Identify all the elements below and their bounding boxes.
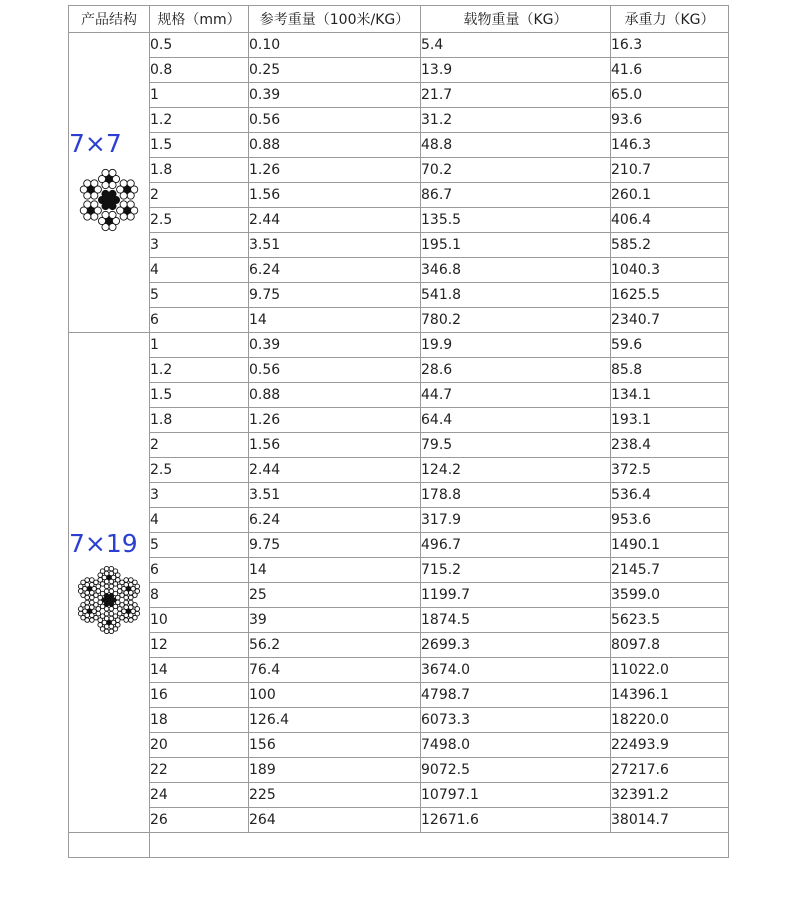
weight-cell: 14 <box>249 558 421 583</box>
load-cell: 13.9 <box>421 58 611 83</box>
rope-wire <box>135 607 140 612</box>
size-cell: 2.5 <box>150 208 249 233</box>
weight-cell: 2.44 <box>249 458 421 483</box>
table-row <box>69 783 729 808</box>
weight-cell: 1.56 <box>249 433 421 458</box>
rope-wire <box>124 578 129 583</box>
rope-wire <box>109 181 116 188</box>
weight-cell: 3.51 <box>249 483 421 508</box>
load-cell: 79.5 <box>421 433 611 458</box>
size-cell: 6 <box>150 308 249 333</box>
table-row <box>69 183 729 208</box>
load-cell: 64.4 <box>421 408 611 433</box>
weight-cell: 1.26 <box>249 158 421 183</box>
load-cell: 4798.7 <box>421 683 611 708</box>
size-cell: 2.5 <box>150 458 249 483</box>
breaking-cell: 2145.7 <box>611 558 729 583</box>
breaking-cell: 953.6 <box>611 508 729 533</box>
rope-wire <box>109 202 116 209</box>
weight-cell: 0.39 <box>249 333 421 358</box>
weight-cell: 14 <box>249 308 421 333</box>
weight-cell: 189 <box>249 758 421 783</box>
size-cell: 18 <box>150 708 249 733</box>
empty-cell <box>150 833 729 858</box>
breaking-cell: 41.6 <box>611 58 729 83</box>
breaking-cell: 238.4 <box>611 433 729 458</box>
size-cell: 24 <box>150 783 249 808</box>
breaking-cell: 134.1 <box>611 383 729 408</box>
size-cell: 2 <box>150 433 249 458</box>
rope-wire <box>96 584 101 589</box>
table-row <box>69 158 729 183</box>
load-cell: 1199.7 <box>421 583 611 608</box>
table-row <box>69 208 729 233</box>
rope-wire <box>127 201 134 208</box>
table-row <box>69 333 729 358</box>
table-row <box>69 758 729 783</box>
rope-wire <box>127 180 134 187</box>
breaking-cell: 5623.5 <box>611 608 729 633</box>
breaking-cell: 1625.5 <box>611 283 729 308</box>
load-cell: 715.2 <box>421 558 611 583</box>
breaking-cell: 27217.6 <box>611 758 729 783</box>
header-size: 规格（mm） <box>150 6 249 33</box>
header-weight: 参考重量（100米/KG） <box>249 6 421 33</box>
rope-wire <box>109 169 116 176</box>
load-cell: 3674.0 <box>421 658 611 683</box>
load-cell: 44.7 <box>421 383 611 408</box>
size-cell: 12 <box>150 633 249 658</box>
load-cell: 21.7 <box>421 83 611 108</box>
table-row <box>69 408 729 433</box>
table-row <box>69 33 729 58</box>
rope-wire <box>120 201 127 208</box>
load-cell: 124.2 <box>421 458 611 483</box>
load-cell: 12671.6 <box>421 808 611 833</box>
size-cell: 8 <box>150 583 249 608</box>
structure-cell <box>69 333 150 833</box>
breaking-cell: 193.1 <box>611 408 729 433</box>
breaking-cell: 1040.3 <box>611 258 729 283</box>
breaking-cell: 3599.0 <box>611 583 729 608</box>
breaking-cell: 260.1 <box>611 183 729 208</box>
size-cell: 1.5 <box>150 133 249 158</box>
load-cell: 346.8 <box>421 258 611 283</box>
size-cell: 3 <box>150 233 249 258</box>
breaking-cell: 210.7 <box>611 158 729 183</box>
rope-wire <box>117 589 122 594</box>
size-cell: 3 <box>150 483 249 508</box>
load-cell: 86.7 <box>421 183 611 208</box>
load-cell: 70.2 <box>421 158 611 183</box>
rope-wire <box>127 192 134 199</box>
table-row <box>69 308 729 333</box>
table-row <box>69 433 729 458</box>
rope-wire <box>109 606 114 611</box>
rope-wire <box>98 578 103 583</box>
table-row <box>69 583 729 608</box>
rope-wire <box>120 180 127 187</box>
rope-wire <box>102 211 109 218</box>
weight-cell: 0.10 <box>249 33 421 58</box>
table-row <box>69 508 729 533</box>
rope-wire <box>78 611 83 616</box>
rope-wire <box>109 190 116 197</box>
header-row <box>69 6 729 33</box>
rope-wire <box>109 211 116 218</box>
load-cell: 5.4 <box>421 33 611 58</box>
load-cell: 178.8 <box>421 483 611 508</box>
size-cell: 1.2 <box>150 358 249 383</box>
size-cell: 2 <box>150 183 249 208</box>
table-row <box>69 108 729 133</box>
table-row <box>69 233 729 258</box>
weight-cell: 126.4 <box>249 708 421 733</box>
breaking-cell: 1490.1 <box>611 533 729 558</box>
load-cell: 28.6 <box>421 358 611 383</box>
weight-cell: 6.24 <box>249 258 421 283</box>
size-cell: 26 <box>150 808 249 833</box>
size-cell: 1 <box>150 83 249 108</box>
table-row <box>69 283 729 308</box>
table-row <box>69 58 729 83</box>
rope-wire <box>115 618 120 623</box>
rope-wire <box>127 213 134 220</box>
load-cell: 6073.3 <box>421 708 611 733</box>
breaking-cell: 536.4 <box>611 483 729 508</box>
table-row <box>69 458 729 483</box>
weight-cell: 56.2 <box>249 633 421 658</box>
weight-cell: 9.75 <box>249 283 421 308</box>
rope-wire <box>85 578 90 583</box>
rope-wire <box>98 600 103 605</box>
rope-wire <box>135 584 140 589</box>
breaking-cell: 65.0 <box>611 83 729 108</box>
weight-cell: 225 <box>249 783 421 808</box>
weight-cell: 6.24 <box>249 508 421 533</box>
rope-wire <box>104 611 109 616</box>
table-row <box>69 608 729 633</box>
size-cell: 1.2 <box>150 108 249 133</box>
breaking-cell: 59.6 <box>611 333 729 358</box>
weight-cell: 156 <box>249 733 421 758</box>
breaking-cell: 14396.1 <box>611 683 729 708</box>
table-row <box>69 683 729 708</box>
size-cell: 4 <box>150 258 249 283</box>
load-cell: 135.5 <box>421 208 611 233</box>
rope-wire <box>115 573 120 578</box>
structure-cell <box>69 33 150 333</box>
rope-wire <box>124 600 129 605</box>
breaking-cell: 22493.9 <box>611 733 729 758</box>
rope-wire <box>129 618 134 623</box>
size-cell: 0.8 <box>150 58 249 83</box>
weight-cell: 0.88 <box>249 133 421 158</box>
breaking-cell: 18220.0 <box>611 708 729 733</box>
size-cell: 22 <box>150 758 249 783</box>
breaking-cell: 16.3 <box>611 33 729 58</box>
weight-cell: 0.25 <box>249 58 421 83</box>
table-row <box>69 533 729 558</box>
breaking-cell: 32391.2 <box>611 783 729 808</box>
rope-wire <box>85 600 90 605</box>
table-row <box>69 733 729 758</box>
rope-wire <box>117 611 122 616</box>
breaking-cell: 585.2 <box>611 233 729 258</box>
rope-diagram <box>69 564 149 636</box>
weight-cell: 0.56 <box>249 358 421 383</box>
weight-cell: 76.4 <box>249 658 421 683</box>
size-cell: 0.5 <box>150 33 249 58</box>
weight-cell: 0.88 <box>249 383 421 408</box>
table-row <box>69 633 729 658</box>
load-cell: 9072.5 <box>421 758 611 783</box>
size-cell: 16 <box>150 683 249 708</box>
load-cell: 1874.5 <box>421 608 611 633</box>
size-cell: 5 <box>150 533 249 558</box>
weight-cell: 25 <box>249 583 421 608</box>
rope-wire <box>104 566 109 571</box>
weight-cell: 2.44 <box>249 208 421 233</box>
breaking-cell: 38014.7 <box>611 808 729 833</box>
size-cell: 1.8 <box>150 408 249 433</box>
weight-cell: 39 <box>249 608 421 633</box>
rope-wire <box>91 192 98 199</box>
weight-cell: 1.56 <box>249 183 421 208</box>
structure-label: 7×19 <box>69 529 138 558</box>
rope-wire <box>90 595 95 600</box>
rope-wire <box>84 180 91 187</box>
load-cell: 2699.3 <box>421 633 611 658</box>
load-cell: 541.8 <box>421 283 611 308</box>
wire-rope-7x19-cross-section-icon <box>73 564 145 636</box>
breaking-cell: 372.5 <box>611 458 729 483</box>
load-cell: 48.8 <box>421 133 611 158</box>
spec-table <box>68 5 729 858</box>
weight-cell: 3.51 <box>249 233 421 258</box>
load-cell: 31.2 <box>421 108 611 133</box>
table-row <box>69 808 729 833</box>
table-row <box>69 383 729 408</box>
rope-wire <box>102 169 109 176</box>
breaking-cell: 11022.0 <box>611 658 729 683</box>
weight-cell: 100 <box>249 683 421 708</box>
rope-wire <box>115 595 120 600</box>
size-cell: 20 <box>150 733 249 758</box>
header-load: 载物重量（KG） <box>421 6 611 33</box>
table-row <box>69 258 729 283</box>
breaking-cell: 85.8 <box>611 358 729 383</box>
empty-cell <box>69 833 150 858</box>
rope-wire <box>109 629 114 634</box>
table-row <box>69 658 729 683</box>
weight-cell: 1.26 <box>249 408 421 433</box>
rope-wire <box>104 589 109 594</box>
empty-row <box>69 833 729 858</box>
weight-cell: 0.39 <box>249 83 421 108</box>
rope-diagram <box>69 164 149 236</box>
load-cell: 195.1 <box>421 233 611 258</box>
table-row <box>69 133 729 158</box>
rope-wire <box>91 213 98 220</box>
rope-wire <box>91 180 98 187</box>
table-row <box>69 83 729 108</box>
header-breaking: 承重力（KG） <box>611 6 729 33</box>
size-cell: 5 <box>150 283 249 308</box>
size-cell: 1.8 <box>150 158 249 183</box>
rope-wire <box>91 201 98 208</box>
rope-wire <box>90 618 95 623</box>
table-row <box>69 483 729 508</box>
weight-cell: 9.75 <box>249 533 421 558</box>
wire-rope-7x7-cross-section-icon <box>73 164 145 236</box>
rope-wire <box>98 623 103 628</box>
load-cell: 7498.0 <box>421 733 611 758</box>
rope-wire <box>84 201 91 208</box>
size-cell: 1 <box>150 333 249 358</box>
rope-wire <box>109 223 116 230</box>
structure-label: 7×7 <box>69 129 122 158</box>
size-cell: 10 <box>150 608 249 633</box>
table-row <box>69 558 729 583</box>
rope-wire <box>109 584 114 589</box>
breaking-cell: 8097.8 <box>611 633 729 658</box>
breaking-cell: 406.4 <box>611 208 729 233</box>
weight-cell: 264 <box>249 808 421 833</box>
rope-wire <box>129 595 134 600</box>
load-cell: 317.9 <box>421 508 611 533</box>
breaking-cell: 146.3 <box>611 133 729 158</box>
header-structure: 产品结构 <box>69 6 150 33</box>
rope-wire <box>78 589 83 594</box>
weight-cell: 0.56 <box>249 108 421 133</box>
breaking-cell: 2340.7 <box>611 308 729 333</box>
load-cell: 496.7 <box>421 533 611 558</box>
size-cell: 1.5 <box>150 383 249 408</box>
rope-wire <box>96 607 101 612</box>
load-cell: 780.2 <box>421 308 611 333</box>
table-row <box>69 708 729 733</box>
size-cell: 6 <box>150 558 249 583</box>
table-row <box>69 358 729 383</box>
load-cell: 10797.1 <box>421 783 611 808</box>
size-cell: 4 <box>150 508 249 533</box>
size-cell: 14 <box>150 658 249 683</box>
breaking-cell: 93.6 <box>611 108 729 133</box>
load-cell: 19.9 <box>421 333 611 358</box>
rope-wire <box>102 190 109 197</box>
